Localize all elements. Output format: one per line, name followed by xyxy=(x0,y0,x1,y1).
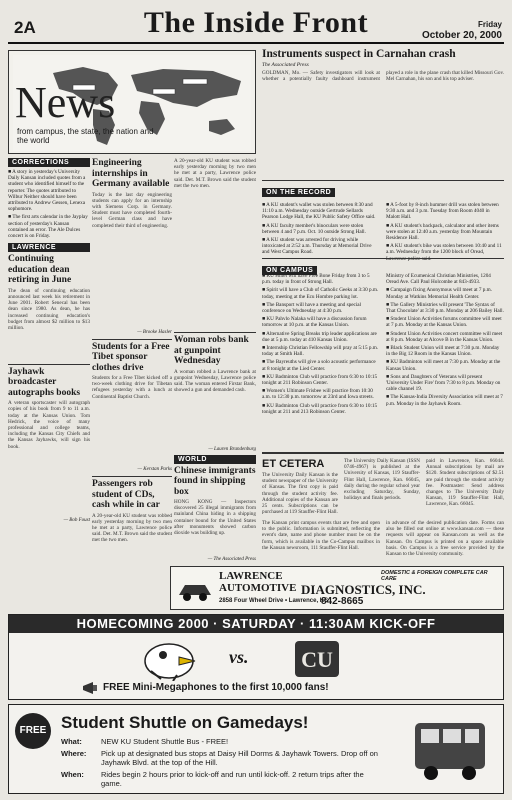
shuttle-row-value: Pick up at designated bus stops at Daisy Hill Dorms & Jayhawk Towers. Drop off on Jayhawk Blvd. at the top of the Hill. xyxy=(101,749,378,767)
tibet-byline: — Kerstan Parks xyxy=(137,467,172,472)
on-campus-right xyxy=(386,273,504,451)
page-number: 2A xyxy=(14,18,36,37)
record-item: ■ A KU student's wallet was stolen between 8:30 and 11:10 a.m. Wednesday outside Gertrude Sellards Pearson Lodge Hall, the KU Public Safety Office said. xyxy=(262,202,376,221)
campus-item: ■ Campaign fixing Anonymous will meet at 7 p.m. Monday at Watkins Memorial Health Center. xyxy=(386,287,493,300)
carnahan-body: GOLDMAN, Mo. — Safety investigators will look at whether a potentially faulty dashboard instrument played a role in the plane crash that killed Missouri Gov. Mel Carnahan, his son and his top adviser. xyxy=(262,70,504,83)
lawrence-headline: Continuing education dean retiring in June xyxy=(8,254,72,286)
lawrence-body: The dean of continuing education announced last week his retirement in June 2001. Robert Senecal has been dean since 1980. As dean, he has increased continuing education's budget from almost $2 million to $13 million. xyxy=(8,287,90,331)
shuttle-row xyxy=(61,737,381,746)
news-title: News xyxy=(15,78,116,127)
shuttle-row-value: Rides begin 2 hours prior to kick-off and run until kick-off. 2 return trips after the game. xyxy=(101,770,364,788)
campus-item: ■ KU Badminton Club will practice from 6:30 to 10:15 tonight at 211 and 213 Robinson Center. xyxy=(262,402,378,415)
campus-item: ■ The Gallery Ministries will present 'The Syntax of That Chocolate' at 3:30 p.m. Monday at 206 Bailey Hall. xyxy=(386,301,504,315)
tibet-body: Students for a Free Tibet kicked off a two-week clothing drive for Tibetan refugees yesterday with a lunch at Continental Baptist Church. xyxy=(92,375,172,400)
record-item: ■ A KU student's backpack, calculator and other items were stolen at 12:40 a.m. yesterday from Mountain Residence Hall. xyxy=(386,222,499,242)
record-item: ■ A KU faculty member's binoculars were stolen between 4 and 7 p.m. Oct. 10 outside Strong Hall. xyxy=(262,222,366,235)
cds-body: A 20-year-old KU student was robbed early yesterday morning by two men he met at a party, Lawrence police said. Det. M.T. Brown said the student met the two men. xyxy=(92,512,172,544)
engineering-headline: Engineering internships in Germany available xyxy=(92,158,170,189)
ad-address: 2858 Four Wheel Drive • Lawrence, KS xyxy=(219,598,329,604)
masthead xyxy=(8,4,504,44)
news-box xyxy=(8,50,256,154)
homecoming-ad xyxy=(8,614,504,700)
carnahan-story xyxy=(262,48,504,158)
ad-name-3: DIAGNOSTICS, INC. xyxy=(301,582,426,597)
issue-day: Friday xyxy=(477,20,502,29)
megaphone-icon xyxy=(81,681,99,695)
campus-item: ■ Sons and Daughters of Veterans will present 'University Under Fire' from 7:30 to 8 p.m. Monday on cable channel 19. xyxy=(386,373,501,393)
section-title: The Inside Front xyxy=(143,6,369,39)
world-byline: — The Associated Press xyxy=(207,557,256,562)
carnahan-source: The Associated Press xyxy=(262,62,309,68)
homecoming-promo: FREE Mini-Megaphones to the first 10,000 fans! xyxy=(103,682,329,693)
et-cetera-label: ET CETERA xyxy=(262,458,325,470)
et-cetera-col2: The University Daily Kansan (ISSN 0746-4967) is published at the University of Kansas, 119 Stauffer-Flint Hall, Lawrence, Kan. 66045, daily during the regular school year excluding Saturday, Sunday, holidays and finals periods. xyxy=(344,458,420,502)
on-campus-left xyxy=(262,273,380,451)
et-cetera xyxy=(262,452,504,562)
campus-item: ■ The Kansas-India Diversity Association will meet at 7 p.m. Monday in the Jayhawk Room. xyxy=(386,394,503,407)
bus-icon xyxy=(405,713,495,787)
shuttle-row-value: NEW KU Student Shuttle Bus - FREE! xyxy=(101,737,229,746)
campus-item: ■ KU Pahvlo Nalaka will have a discussion forum tomorrow at 10 p.m. at the Kansas Union. xyxy=(262,316,367,329)
jayhawk-byline: — Bob Foust xyxy=(63,518,90,524)
campus-item: ■ The Bayreuths will give a solo acoustic performance at 8 tonight at the Lied Center. xyxy=(262,359,376,372)
engineering-byline: — Brooke Hasler xyxy=(137,329,172,335)
on-campus-label: ON CAMPUS xyxy=(262,266,317,275)
campus-item: ■ KU Badminton will meet at 7:30 p.m. Monday at the Kansas Union. xyxy=(386,359,501,372)
shuttle-row-key: What: xyxy=(61,737,82,746)
correction-2: ■ The first arts calendar in the Jayplay section of yesterday's Kansan contained an error. The Ale Dulces concert is on Friday. xyxy=(8,214,88,240)
et-cetera-col3: paid in Lawrence, Kan. 66044. Annual subscriptions by mail are $120. Student subscriptions of $2.51 are paid through the student activity fee. Postmaster: Send address changes to The University Daily Kansan, 119 Stauffer-Flint Hall, Lawrence, Kan. 66045. xyxy=(426,458,504,508)
world-body: HONG KONG — Inspectors discovered 25 illegal immigrants from mainland China hiding in a shipping container bound for the United States after monuments showed carbon dioxide was building up. xyxy=(174,499,256,537)
et-cetera-col1: The University Daily Kansan is the student newspaper of the University of Kansas. The first copy is paid through the student activity fee. Additional copies of the Kansan are 25 cents. Subscriptions can be purchased at 119 Stauffer-Flint Hall. xyxy=(262,472,338,516)
news-tagline: from campus, the state, the nation and the world xyxy=(17,127,154,145)
woman-headline: Woman robs bank at gunpoint Wednesday xyxy=(174,332,256,367)
campus-item: ■ Spirit will have a Club of Catholic Geeks at 3:30 p.m. today, meeting at the Ecu Hombre parking lot. xyxy=(262,287,379,300)
et-cetera-bottom-2: in advance of the desired publication date. Forms can also be filled out online at www.kansan.com — these requests will appear on Kansan.com as well as the Kansan. On Campus is printed on a space available basis. On Campus is a free service provided by the Kansan to the University community. xyxy=(386,520,504,558)
jayhawk-headline: Jayhawk broadcaster autographs books xyxy=(8,364,90,399)
svg-text:CU: CU xyxy=(301,647,333,672)
campus-item: ■ Black Student Union will meet at 7:30 p.m. Monday in the Big 12 Room in the Kansas Union. xyxy=(386,345,500,358)
on-campus xyxy=(262,258,504,415)
colorado-logo xyxy=(293,637,341,681)
campus-item: ■ Alternative Spring Breaks trip leader applications are due at 5 p.m. today at 410 Kansas Union. xyxy=(262,330,377,343)
engineering-body: Today is the last day engineering students can apply for an internship with Siemens Corp. in Germany. Student must have completed fourth-level German class and have completed their third of engineering. xyxy=(92,191,172,229)
vs-text: vs. xyxy=(229,647,249,667)
shuttle-row xyxy=(61,749,381,767)
free-badge: FREE xyxy=(15,713,51,749)
cds-headline: Passengers rob student of CDs, cash while in car xyxy=(92,476,172,511)
lawrence-automotive-ad xyxy=(170,566,504,610)
tibet-headline: Students for a Free Tibet sponsor clothes drive xyxy=(92,339,172,374)
campus-item: Ministry of Ecumenical Christian Ministries, 1204 Oread Ave. Call Paul Holcombe at 843-4933. xyxy=(386,273,491,286)
column-2 xyxy=(92,158,172,573)
correction-1: ■ A story in yesterday's University Daily Kansan included quotes from a student who identified himself to the reporter. The quotes attributed to Wilbur Neither should have been attributed to Andrew Gessen, Lenexa sophomore. xyxy=(8,169,86,213)
ad-phone: 842-8665 xyxy=(321,596,364,607)
world-headline: Chinese immigrants found in shipping box xyxy=(174,465,256,497)
campus-item: ■ Women's Ultimate Frisbee will practice from 10:30 a.m. to 12:30 p.m. tomorrow at 23rd and Iowa streets. xyxy=(262,388,374,401)
world-label: WORLD xyxy=(174,455,256,464)
homecoming-banner: HOMECOMING 2000 · SATURDAY · 11:30AM KICK-OFF xyxy=(9,615,503,633)
woman-body: A woman robbed a Lawrence bank at gunpoint Wednesday, Lawrence police said. The woman entered Firstar Bank, showed a gun and demanded cash. xyxy=(174,368,256,394)
car-logo xyxy=(175,573,215,605)
shuttle-details xyxy=(61,737,381,791)
record-item: ■ A KU student was arrested for driving while intoxicated at 2:52 a.m. Thursday at Memorial Drive and West Campus Road. xyxy=(262,237,372,256)
campus-item: ■ KU Badminton Club will practice from 6:30 to 10:15 tonight at 211 Robinson Center. xyxy=(262,373,378,387)
cds-continued: A 20-year-old KU student was robbed early yesterday morning by two men he met at a party, Lawrence police said. Det. M.T. Brown said the student met the two men. xyxy=(174,158,256,189)
record-item: ■ A 5-foot by 8-inch hummer drill was stolen between 9:30 a.m. and 3 p.m. Tuesday from Room 4040 in Malott Hall. xyxy=(386,202,499,221)
ad-name-2: AUTOMOTIVE xyxy=(219,582,297,594)
on-the-record xyxy=(262,180,504,268)
shuttle-row-key: When: xyxy=(61,770,84,779)
campus-item: ■ KU Hillel will have Free Bone Friday from 3 to 5 p.m. today in front of Strong Hall. xyxy=(262,273,370,286)
carnahan-headline: Instruments suspect in Carnahan crash xyxy=(262,48,456,60)
record-item: ■ A KU student's bike was stolen between 10:40 and 11 a.m. Wednesday from the 1200 block of Oread, Lawrence police said. xyxy=(386,243,502,262)
shuttle-headline: Student Shuttle on Gamedays! xyxy=(61,713,309,732)
ad-name-1: LAWRENCE xyxy=(219,570,283,582)
shuttle-ad xyxy=(8,704,504,794)
campus-item: ■ Student Union Activities forums committee will meet at 7 p.m. Monday at the Kansas Union. xyxy=(386,316,502,329)
woman-byline: — Lauren Brandenburg xyxy=(208,446,256,452)
shuttle-row xyxy=(61,770,381,788)
issue-date: October 20, 2000 xyxy=(421,30,502,41)
et-cetera-bottom-1: The Kansan print campus events that are free and open to the public. Information is submitted, reflecting the event's date, name and phone number must be on the form, which is available in the Co-Campus mailbox in the Kansan newsroom, 111 Stauffer-Flint Hall. xyxy=(262,520,380,551)
column-3 xyxy=(174,158,256,562)
jayhawk-mascot xyxy=(139,637,199,681)
campus-item: ■ The Bansport will have a meeting and special conference on Wednesday at 4:30 p.m. xyxy=(262,301,361,315)
corrections-label: CORRECTIONS xyxy=(8,158,90,167)
on-the-record-label: ON THE RECORD xyxy=(262,188,335,197)
jayhawk-body: A veteran sportscaster will autograph copies of his book from 9 to 11 a.m. today at the Kansas Union. Tom Hedrick, the voice of many professional and college teams, including the Kansas City Chiefs and the Kansas Jayhawks, will sign his book. xyxy=(8,400,90,450)
campus-item: ■ Internship Christian Fellowship will pray at 5:15 p.m. today at Smith Hall. xyxy=(262,345,379,358)
ad-tagline: DOMESTIC & FOREIGN COMPLETE CAR CARE xyxy=(381,570,488,582)
shuttle-row-key: Where: xyxy=(61,749,87,758)
campus-item: ■ Student Union Activities concert committee will meet at 8 p.m. Monday at Alcove B in the Kansas Union. xyxy=(386,330,503,343)
column-1 xyxy=(8,158,90,523)
lawrence-label: LAWRENCE xyxy=(8,243,90,252)
